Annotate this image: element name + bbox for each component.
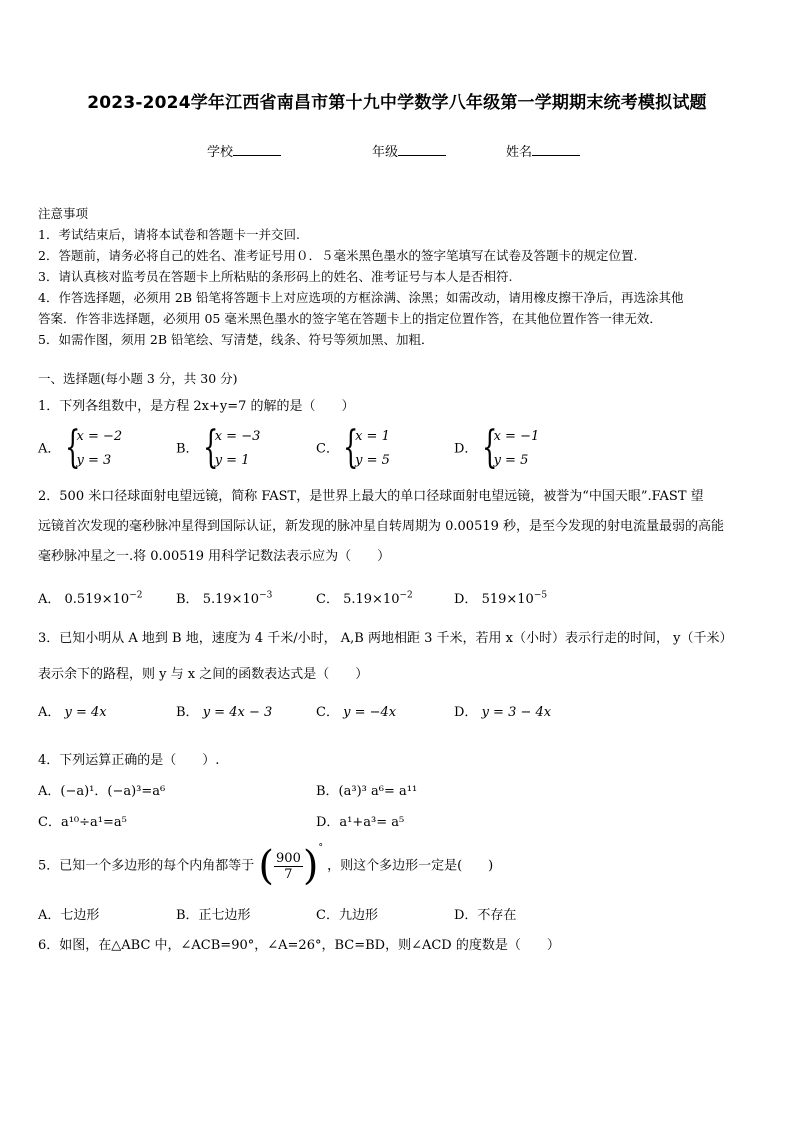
q1-option-a[interactable] <box>38 422 123 473</box>
q5-option-b[interactable]: B．正七边形 <box>176 908 251 923</box>
q2-line: 2．500 米口径球面射电望远镜，简称 FAST，是世界上最大的单口径球面射电望远镜，被誉为“中国天眼”.FAST 望 <box>38 489 704 504</box>
option-label: D． <box>454 705 478 720</box>
note-item: 2．答题前，请务必将自己的姓名、准考证号用０．５毫米黑色墨水的签字笔填写在试卷及答题卡的规定位置. <box>38 248 638 263</box>
q5-text-pre: 5．已知一个多边形的每个内角都等于 <box>38 858 255 874</box>
name-blank[interactable] <box>532 143 580 156</box>
equation-system <box>202 422 261 473</box>
option-label: D． <box>454 592 478 607</box>
option-label: C． <box>316 441 339 457</box>
brace-icon: { <box>481 422 497 473</box>
grade-label: 年级 <box>372 145 399 160</box>
option-value: 0.519×10 <box>64 592 130 607</box>
name-field <box>506 141 580 160</box>
q2-option-d[interactable] <box>454 588 547 607</box>
option-label: C． <box>316 705 339 720</box>
q3-line: 3．已知小明从 A 地到 B 地，速度为 4 千米/小时， A,B 两地相距 3 千米，若用 x（小时）表示行走的时间， y（千米） <box>38 631 733 646</box>
q2-option-c[interactable] <box>316 588 413 607</box>
option-label: A． <box>38 705 61 720</box>
option-label: B． <box>176 592 199 607</box>
option-label: A． <box>38 592 61 607</box>
q3-option-c[interactable] <box>316 701 396 720</box>
q1-option-b[interactable] <box>176 422 261 473</box>
q3-option-b[interactable] <box>176 701 272 720</box>
option-expression: y = −4x <box>343 705 397 720</box>
option-label: D． <box>454 441 478 457</box>
left-paren-icon: ( <box>258 843 275 889</box>
note-item: 1．考试结束后，请将本试卷和答题卡一并交回. <box>38 227 300 242</box>
equation-system <box>64 422 123 473</box>
q3-option-d[interactable] <box>454 701 551 720</box>
q5-option-d[interactable]: D．不存在 <box>454 908 517 923</box>
fraction <box>274 851 303 882</box>
right-paren-icon: ) <box>302 843 319 889</box>
q3-stem <box>38 621 758 693</box>
q1-stem: 1．下列各组数中，是方程 2x+y=7 的解的是（ ） <box>38 399 355 414</box>
brace-icon: { <box>343 422 359 473</box>
option-value: 5.19×10 <box>343 592 400 607</box>
school-label: 学校 <box>207 145 234 160</box>
q5-text-post: ，则这个多边形一定是( ) <box>327 858 494 874</box>
option-label: B． <box>176 705 199 720</box>
option-exponent: −2 <box>399 590 413 601</box>
note-item: 5．如需作图，须用 2B 铅笔绘、写清楚，线条、符号等须加黑、加粗． <box>38 332 434 347</box>
q2-line: 远镜首次发现的毫秒脉冲星得到国际认证，新发现的脉冲星自转周期为 0.00519 秒，是至今发现的射电流量最弱的高能 <box>38 519 725 534</box>
option-label: A． <box>38 441 61 457</box>
note-item: 4．作答选择题，必须用 2B 铅笔将答题卡上对应选项的方框涂满、涂黑；如需改动，请用橡皮擦干净后，再选涂其他 <box>38 290 684 305</box>
q1-option-d[interactable] <box>454 422 540 473</box>
eq-line: x = 1 <box>355 429 390 444</box>
exam-title: 2023-2024学年江西省南昌市第十九中学数学八年级第一学期期末统考模拟试题 <box>87 93 707 113</box>
brace-icon: { <box>64 422 80 473</box>
eq-line: x = −1 <box>493 429 540 444</box>
eq-line: x = −3 <box>214 429 261 444</box>
option-value: 519×10 <box>481 592 534 607</box>
name-label: 姓名 <box>506 145 533 160</box>
notes-list <box>38 224 758 350</box>
brace-icon: { <box>202 422 219 473</box>
fraction-denominator: 7 <box>284 866 293 882</box>
eq-line: y = 1 <box>214 453 250 468</box>
eq-line: y = 5 <box>355 453 390 468</box>
degree-mark: ° <box>318 843 323 853</box>
q4-option-a[interactable]: A．(−a)¹．(−a)³=a⁶ <box>38 784 166 799</box>
option-label: B． <box>176 441 199 457</box>
eq-line: y = 5 <box>493 453 529 468</box>
grade-field <box>372 141 446 160</box>
q2-option-b[interactable] <box>176 588 272 607</box>
section-heading: 一、选择题(每小题 3 分，共 30 分) <box>38 371 238 386</box>
option-exponent: −5 <box>533 590 548 601</box>
option-exponent: −2 <box>129 590 143 601</box>
option-exponent: −3 <box>259 590 273 601</box>
q4-option-b[interactable]: B．(a³)³ a⁶= a¹¹ <box>316 784 418 799</box>
option-expression: y = 4x − 3 <box>202 705 273 720</box>
notes-heading: 注意事项 <box>38 206 89 221</box>
fraction-expression <box>258 843 323 889</box>
note-item: 答案．作答非选择题，必须用 05 毫米黑色墨水的签字笔在答题卡上的指定位置作答，在其他位置作答一律无效． <box>38 311 662 326</box>
equation-system <box>343 422 390 473</box>
q4-option-c[interactable]: C．a¹⁰÷a¹=a⁵ <box>38 815 127 830</box>
q3-line: 表示余下的路程，则 y 与 x 之间的函数表达式是（ ） <box>38 667 369 682</box>
q5-option-a[interactable]: A．七边形 <box>38 908 100 923</box>
q4-option-d[interactable]: D．a¹+a³= a⁵ <box>316 815 405 830</box>
q6-stem: 6．如图，在△ABC 中，∠ACB=90°，∠A=26°，BC=BD，则∠ACD 的度数是（ ） <box>38 938 560 953</box>
q5-stem <box>38 843 493 889</box>
eq-line: x = −2 <box>76 429 123 444</box>
school-field <box>207 141 281 160</box>
q2-line: 毫秒脉冲星之一.将 0.00519 用科学记数法表示应为（ ） <box>38 549 391 564</box>
q1-option-c[interactable] <box>316 422 390 473</box>
option-expression: y = 3 − 4x <box>481 705 552 720</box>
q4-stem: 4．下列运算正确的是（ ）. <box>38 753 220 768</box>
option-expression: y = 4x <box>64 705 107 720</box>
note-item: 3．请认真核对监考员在答题卡上所粘贴的条形码上的姓名、准考证号与本人是否相符. <box>38 269 513 284</box>
option-value: 5.19×10 <box>202 592 260 607</box>
eq-line: y = 3 <box>76 453 112 468</box>
q3-option-a[interactable] <box>38 701 107 720</box>
grade-blank[interactable] <box>398 143 446 156</box>
school-blank[interactable] <box>233 143 281 156</box>
q2-option-a[interactable] <box>38 588 142 607</box>
q2-stem <box>38 482 758 572</box>
equation-system <box>481 422 540 473</box>
option-label: C． <box>316 592 339 607</box>
fraction-numerator: 900 <box>276 850 301 866</box>
q5-option-c[interactable]: C．九边形 <box>316 908 378 923</box>
